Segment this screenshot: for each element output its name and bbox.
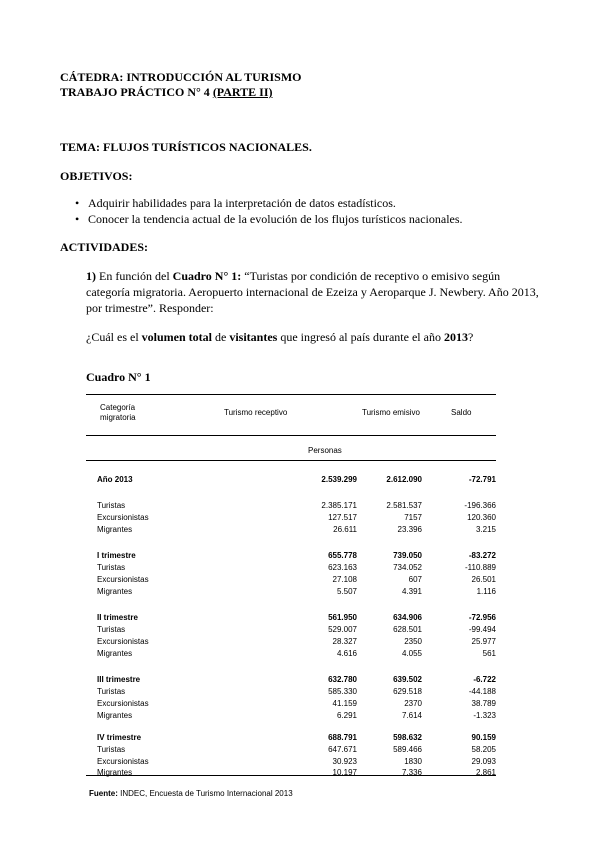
row-label: Excursionistas [97, 575, 149, 584]
emisivo-value: 628.501 [393, 625, 422, 634]
row-label: Excursionistas [97, 757, 149, 766]
table-row [86, 686, 496, 698]
row-label: Excursionistas [97, 513, 149, 522]
parte-label: (PARTE II) [212, 85, 273, 99]
row-label: Migrantes [97, 587, 133, 596]
actividades-heading: ACTIVIDADES: [60, 240, 149, 254]
receptivo-value: 655.778 [328, 551, 357, 560]
header-saldo: Saldo [451, 408, 472, 417]
row-label: Turistas [97, 745, 126, 754]
saldo-value: 120.360 [467, 513, 496, 522]
fuente-note [89, 789, 293, 798]
question-text-c: de [212, 330, 230, 344]
header-categoria-line2: migratoria [100, 413, 136, 422]
unit-label: Personas [308, 446, 342, 455]
table-row [86, 524, 496, 536]
row-label: III trimestre [97, 675, 141, 684]
emisivo-value: 7157 [404, 513, 422, 522]
saldo-value: -72.791 [468, 475, 496, 484]
table-header-rule [86, 435, 496, 436]
catedra-heading: CÁTEDRA: INTRODUCCIÓN AL TURISMO [60, 70, 302, 84]
row-label: II trimestre [97, 613, 138, 622]
emisivo-value: 2.581.537 [386, 501, 422, 510]
table-group-row [86, 732, 496, 744]
saldo-value: 58.205 [471, 745, 496, 754]
saldo-value: -44.188 [468, 687, 496, 696]
row-label: Turistas [97, 563, 126, 572]
table-bottom-rule [86, 775, 496, 776]
receptivo-value: 27.108 [332, 575, 357, 584]
saldo-value: 1.116 [476, 587, 496, 596]
receptivo-value: 688.791 [328, 733, 357, 742]
emisivo-value: 629.518 [393, 687, 422, 696]
saldo-value: -72.956 [468, 613, 496, 622]
table-row [86, 624, 496, 636]
emisivo-value: 607 [408, 575, 422, 584]
row-label: Excursionistas [97, 699, 149, 708]
emisivo-value: 7.614 [401, 711, 422, 720]
receptivo-value: 5.507 [336, 587, 357, 596]
table-unit-rule [86, 460, 496, 461]
objetivo-item-1: • Adquirir habilidades para la interpretación de datos estadísticos. [88, 196, 396, 210]
saldo-value: 25.977 [471, 637, 496, 646]
receptivo-value: 632.780 [328, 675, 357, 684]
emisivo-value: 2350 [404, 637, 422, 646]
tema-heading: TEMA: FLUJOS TURÍSTICOS NACIONALES. [60, 140, 312, 154]
question-text-a: ¿Cuál es el [86, 330, 142, 344]
receptivo-value: 585.330 [328, 687, 357, 696]
saldo-value: -83.272 [468, 551, 496, 560]
emisivo-value: 2370 [404, 699, 422, 708]
receptivo-value: 6.291 [336, 711, 357, 720]
saldo-value: -6.722 [473, 675, 496, 684]
emisivo-value: 634.906 [393, 613, 422, 622]
row-label: Migrantes [97, 768, 133, 777]
table-row [86, 698, 496, 710]
emisivo-value: 639.502 [393, 675, 422, 684]
saldo-value: -110.889 [465, 563, 496, 572]
emisivo-value: 734.052 [393, 563, 422, 572]
saldo-value: -1.323 [473, 711, 496, 720]
receptivo-value: 4.616 [336, 649, 357, 658]
row-label: Turistas [97, 625, 126, 634]
emisivo-value: 4.391 [401, 587, 422, 596]
receptivo-value: 10.197 [332, 768, 357, 777]
header-categoria [100, 403, 136, 423]
table-group-row [86, 612, 496, 624]
emisivo-value: 739.050 [393, 551, 422, 560]
row-label: Excursionistas [97, 637, 149, 646]
header-receptivo: Turismo receptivo [224, 408, 288, 417]
emisivo-value: 7.336 [401, 768, 422, 777]
row-label: Migrantes [97, 649, 133, 658]
row-label: Migrantes [97, 711, 133, 720]
actividad-text-b: “Turistas por condición de receptivo o emisivo según categoría migratoria. Aeropuerto internacional de Ezeiza y Aeroparque J. Newbery. Año 2013, por trimestre”. Responder: [86, 269, 539, 315]
actividad-text-a: En función del [96, 269, 173, 283]
emisivo-value: 1830 [404, 757, 422, 766]
saldo-value: -196.366 [464, 501, 496, 510]
question-bold-visitantes: visitantes [229, 330, 278, 344]
table-row [86, 500, 496, 512]
cuadro-title: Cuadro N° 1 [86, 370, 151, 384]
question-bold-year: 2013 [443, 330, 468, 344]
row-label: IV trimestre [97, 733, 142, 742]
table-row [86, 562, 496, 574]
saldo-value: -99.494 [468, 625, 496, 634]
header-categoria-line1: Categoría [100, 403, 136, 412]
actividad-number: 1) [86, 269, 96, 283]
trabajo-practico-label: TRABAJO PRÁCTICO N° 4 [60, 85, 213, 99]
saldo-value: 90.159 [471, 733, 496, 742]
emisivo-value: 23.396 [397, 525, 422, 534]
table-row [86, 586, 496, 598]
saldo-value: 29.093 [471, 757, 496, 766]
trabajo-practico-heading [60, 85, 273, 99]
table-group-row [86, 674, 496, 686]
fuente-label: Fuente: [89, 789, 118, 798]
table-row [86, 512, 496, 524]
objetivo-item-2: • Conocer la tendencia actual de la evolución de los flujos turísticos nacionales. [88, 212, 463, 226]
table-row [86, 710, 496, 722]
saldo-value: 38.789 [471, 699, 496, 708]
receptivo-value: 26.611 [333, 525, 357, 534]
receptivo-value: 41.159 [332, 699, 357, 708]
actividad-1-paragraph [86, 268, 546, 316]
receptivo-value: 623.163 [328, 563, 357, 572]
table-top-rule [86, 394, 496, 395]
question-paragraph [86, 329, 546, 345]
receptivo-value: 561.950 [328, 613, 357, 622]
row-label: Año 2013 [97, 475, 133, 484]
saldo-value: 561 [482, 649, 496, 658]
receptivo-value: 529.007 [328, 625, 357, 634]
receptivo-value: 28.327 [332, 637, 357, 646]
emisivo-value: 589.466 [393, 745, 422, 754]
question-text-e: ? [467, 330, 474, 344]
table-row [86, 574, 496, 586]
table-group-row [86, 550, 496, 562]
saldo-value: 2.861 [475, 768, 496, 777]
header-emisivo: Turismo emisivo [362, 408, 420, 417]
question-bold-volumen: volumen total [141, 330, 212, 344]
saldo-value: 3.215 [475, 525, 496, 534]
receptivo-value: 2.539.299 [321, 475, 357, 484]
table-row [86, 744, 496, 756]
receptivo-value: 30.923 [332, 757, 357, 766]
saldo-value: 26.501 [471, 575, 496, 584]
table-row [86, 767, 496, 779]
row-label: Turistas [97, 501, 126, 510]
question-text-d: que ingresó al país durante el año [277, 330, 444, 344]
emisivo-value: 2.612.090 [386, 475, 422, 484]
fuente-text: INDEC, Encuesta de Turismo Internacional 2013 [117, 789, 293, 798]
table-group-row [86, 474, 496, 486]
receptivo-value: 647.671 [328, 745, 357, 754]
table-row [86, 648, 496, 660]
emisivo-value: 4.055 [401, 649, 422, 658]
row-label: Turistas [97, 687, 126, 696]
row-label: Migrantes [97, 525, 133, 534]
emisivo-value: 598.632 [393, 733, 422, 742]
receptivo-value: 2.385.171 [321, 501, 357, 510]
receptivo-value: 127.517 [328, 513, 357, 522]
table-row [86, 636, 496, 648]
objetivos-heading: OBJETIVOS: [60, 169, 133, 183]
row-label: I trimestre [97, 551, 136, 560]
actividad-cuadro-ref: Cuadro N° 1: [172, 269, 242, 283]
